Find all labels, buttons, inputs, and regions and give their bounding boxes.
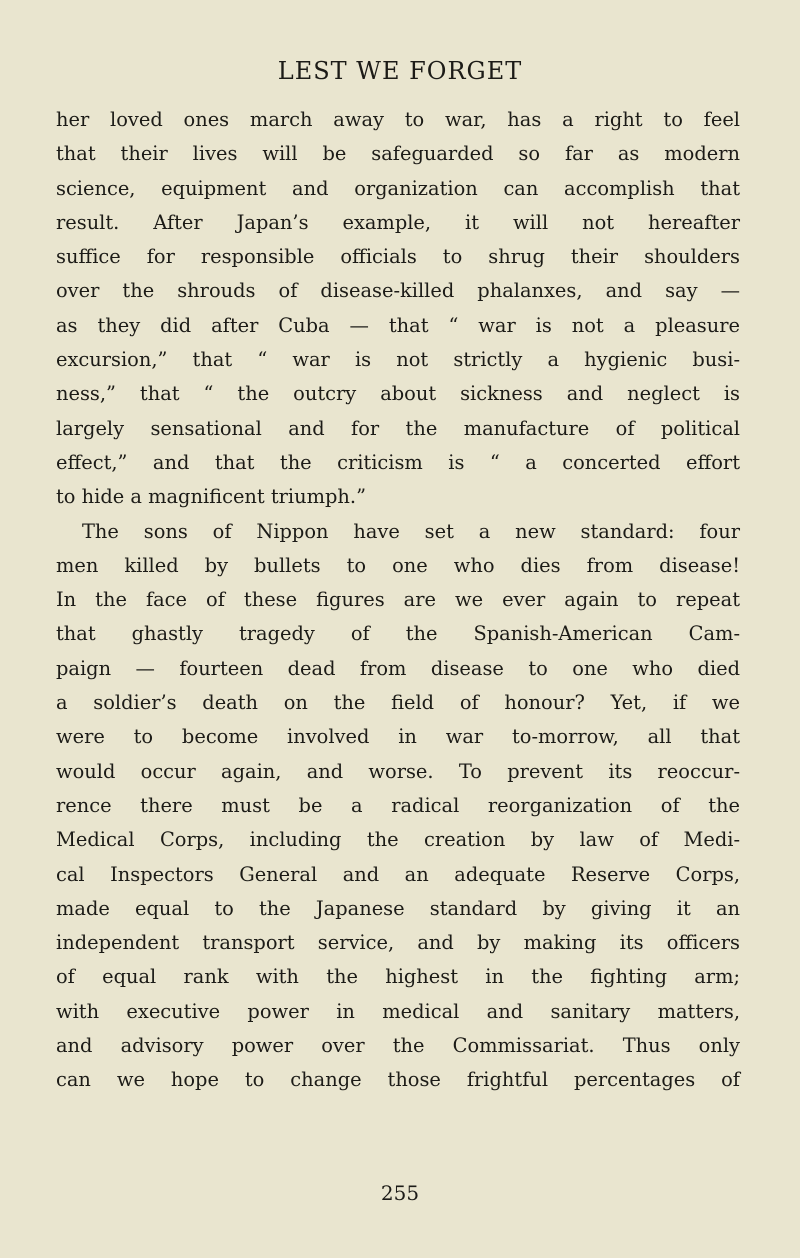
text-line: can we hope to change those frightful percentages of <box>56 1068 740 1092</box>
text-line: largely sensational and for the manufacture of political <box>56 416 740 440</box>
text-line: excursion,” that “ war is not strictly a hygienic busi- <box>56 348 740 372</box>
text-line: cal Inspectors General and an adequate Reserve Corps, <box>56 862 740 886</box>
text-line: The sons of Nippon have set a new standard: four <box>82 519 740 543</box>
text-line: In the face of these figures are we ever again to repeat <box>56 588 740 612</box>
text-line: result. After Japan’s example, it will not hereafter <box>56 210 740 234</box>
text-line: were to become involved in war to-morrow, all that <box>56 725 740 749</box>
text-line: men killed by bullets to one who dies from disease! <box>56 553 740 577</box>
text-line: a soldier’s death on the field of honour? Yet, if we <box>56 691 740 715</box>
text-line: effect,” and that the criticism is “ a concerted effort <box>56 450 740 474</box>
page-number: 255 <box>380 1181 420 1205</box>
text-line: science, equipment and organization can accomplish that <box>56 176 740 200</box>
body-text <box>56 103 740 1098</box>
running-head: LEST WE FORGET <box>277 57 523 85</box>
text-line: suffice for responsible officials to shrug their shoulders <box>56 245 740 269</box>
text-line: that ghastly tragedy of the Spanish-American Cam- <box>56 622 740 646</box>
text-line: made equal to the Japanese standard by giving it an <box>56 896 740 920</box>
text-line: as they did after Cuba — that “ war is not a pleasure <box>56 313 740 337</box>
text-line: with executive power in medical and sanitary matters, <box>56 999 740 1023</box>
text-line: would occur again, and worse. To prevent its reoccur- <box>56 759 740 783</box>
text-line: to hide a magnificent triumph.” <box>56 485 366 509</box>
text-line: and advisory power over the Commissariat. Thus only <box>56 1034 740 1058</box>
text-line: ness,” that “ the outcry about sickness and neglect is <box>56 382 740 406</box>
text-line: her loved ones march away to war, has a right to feel <box>56 108 740 131</box>
text-line: paign — fourteen dead from disease to one who died <box>56 656 740 680</box>
text-line: over the shrouds of disease-killed phalanxes, and say — <box>56 279 740 303</box>
text-line: of equal rank with the highest in the fighting arm; <box>56 965 740 989</box>
text-line: Medical Corps, including the creation by law of Medi- <box>56 828 740 852</box>
text-line: rence there must be a radical reorganization of the <box>56 793 740 817</box>
text-line: that their lives will be safeguarded so far as modern <box>56 142 740 166</box>
text-line: independent transport service, and by making its officers <box>56 931 740 955</box>
